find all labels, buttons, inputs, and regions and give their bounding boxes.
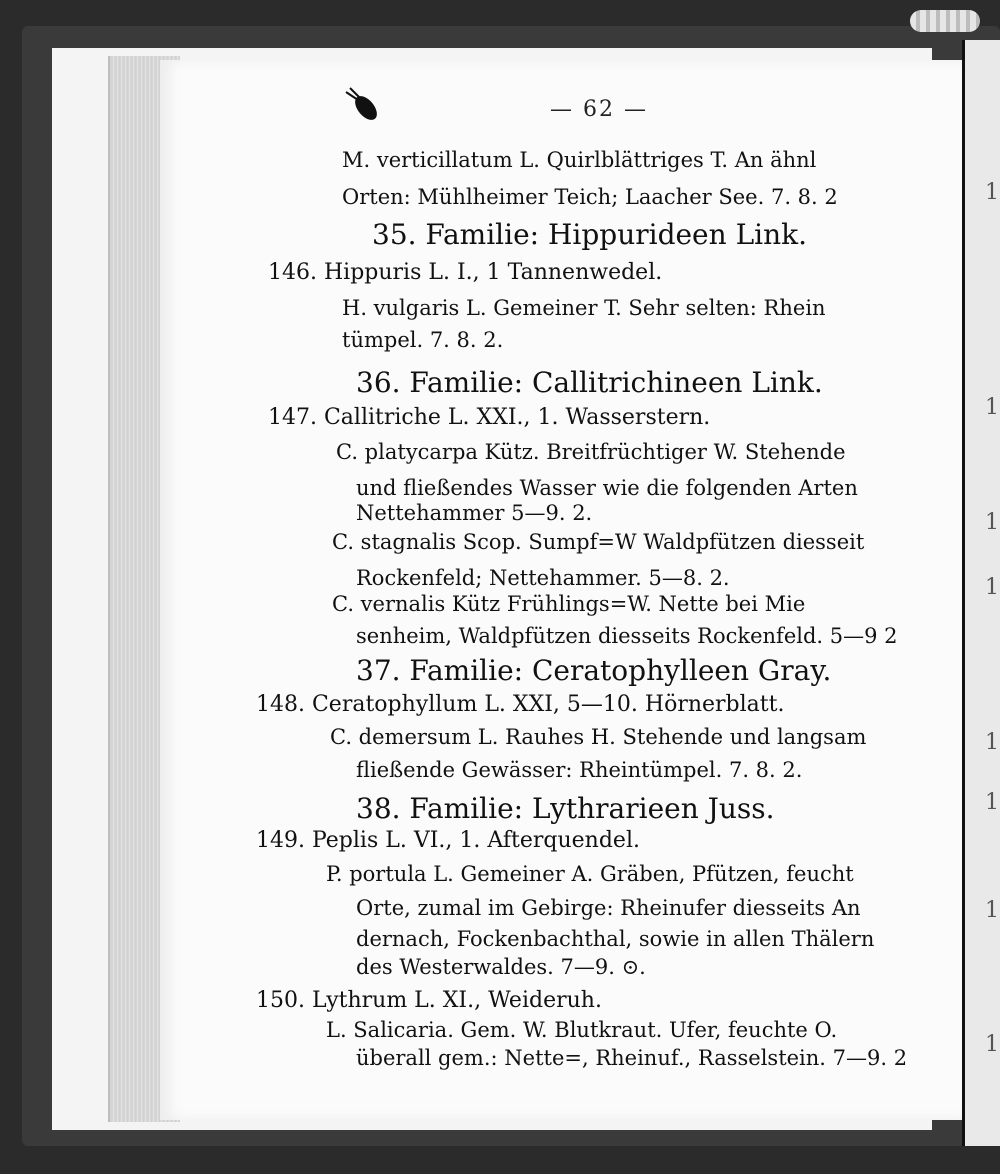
text-line: C. demersum L. Rauhes H. Stehende und langsam [330, 725, 867, 749]
margin-number: 1 [985, 395, 999, 420]
genus-line: 147. Callitriche L. XXI., 1. Wasserstern. [268, 405, 711, 430]
text-line: tümpel. 7. 8. 2. [342, 328, 504, 352]
bookmark-ribbon [910, 10, 980, 32]
genus-line: 148. Ceratophyllum L. XXI, 5—10. Hörnerblatt. [256, 692, 785, 717]
text-line: C. vernalis Kütz Frühlings=W. Nette bei Mie [332, 592, 806, 616]
text-line: Rockenfeld; Nettehammer. 5—8. 2. [356, 566, 730, 590]
margin-number: 1 [985, 180, 999, 205]
bug-icon [340, 82, 388, 130]
text-line: L. Salicaria. Gem. W. Blutkraut. Ufer, feuchte O. [326, 1018, 838, 1042]
genus-line: 146. Hippuris L. I., 1 Tannenwedel. [268, 260, 663, 285]
text-line: senheim, Waldpfützen diesseits Rockenfeld. 5—9 2 [356, 624, 898, 648]
margin-number: 1 [985, 730, 999, 755]
text-line: überall gem.: Nette=, Rheinuf., Rasselstein. 7—9. 2 [356, 1046, 908, 1070]
family-heading: 35. Familie: Hippurideen Link. [372, 218, 808, 251]
text-line: Orten: Mühlheimer Teich; Laacher See. 7. 8. 2 [342, 185, 838, 209]
margin-number: 1 [985, 1032, 999, 1057]
text-line: des Westerwaldes. 7—9. ⊙. [356, 955, 646, 979]
margin-number: 1 [985, 790, 999, 815]
family-heading: 37. Familie: Ceratophylleen Gray. [356, 654, 832, 687]
next-page-edge [962, 40, 1000, 1146]
text-line: dernach, Fockenbachthal, sowie in allen Thälern [356, 927, 875, 951]
text-line: P. portula L. Gemeiner A. Gräben, Pfützen, feucht [326, 862, 854, 886]
text-line: und fließendes Wasser wie die folgenden Arten [356, 476, 858, 500]
margin-number: 1 [985, 510, 999, 535]
text-line: Orte, zumal im Gebirge: Rheinufer diesseits An [356, 896, 861, 920]
text-line: M. verticillatum L. Quirlblättriges T. An ähnl [342, 148, 817, 172]
genus-line: 150. Lythrum L. XI., Weideruh. [256, 988, 602, 1013]
text-line: fließende Gewässer: Rheintümpel. 7. 8. 2. [356, 758, 803, 782]
page-number: — 62 — [550, 97, 648, 122]
family-heading: 38. Familie: Lythrarieen Juss. [356, 792, 775, 825]
margin-number: 1 [985, 898, 999, 923]
text-line: H. vulgaris L. Gemeiner T. Sehr selten: Rhein [342, 296, 826, 320]
text-line: C. stagnalis Scop. Sumpf=W Waldpfützen diesseit [332, 530, 865, 554]
margin-number: 1 [985, 575, 999, 600]
family-heading: 36. Familie: Callitrichineen Link. [356, 366, 823, 399]
genus-line: 149. Peplis L. VI., 1. Afterquendel. [256, 828, 640, 853]
text-line: Nettehammer 5—9. 2. [356, 501, 593, 525]
text-line: C. platycarpa Kütz. Breitfrüchtiger W. Stehende [336, 440, 846, 464]
